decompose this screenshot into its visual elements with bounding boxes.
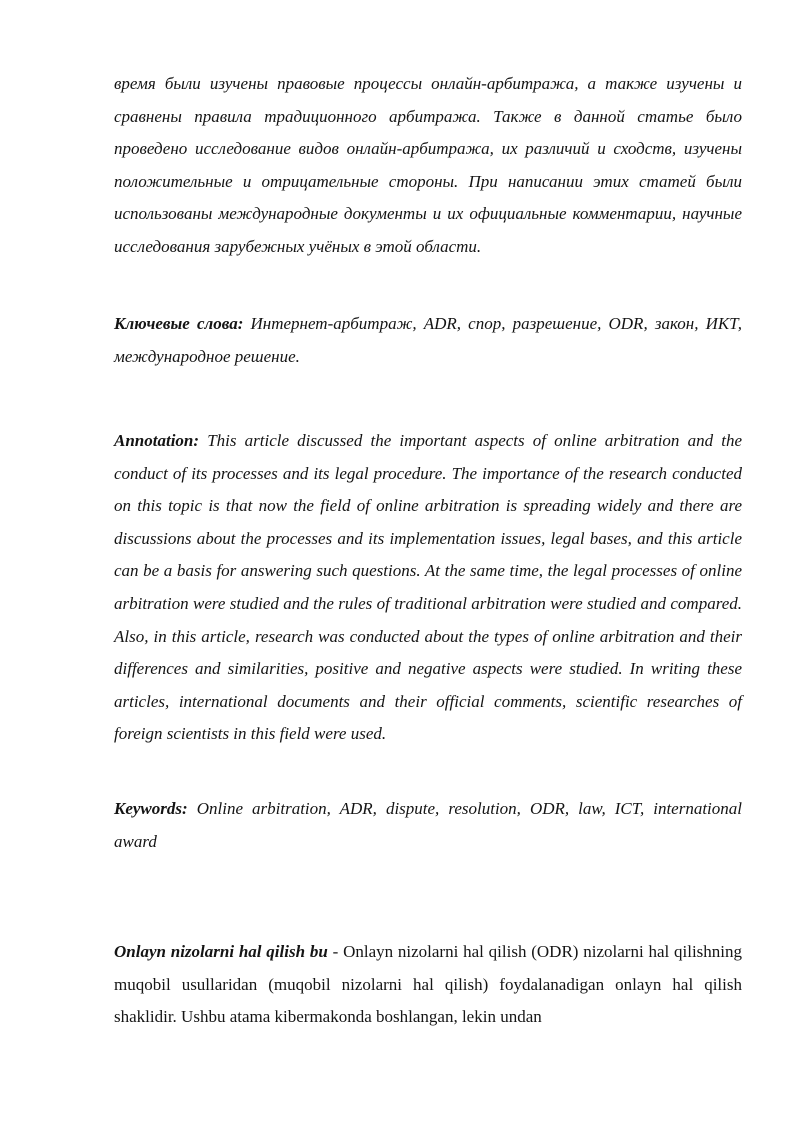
- uzbek-body-text: Onlayn nizolarni hal qilish (ODR) nizolarni hal qilishning muqobil usullaridan (muqobil nizolarni hal qilish) foydalanadigan onlayn hal qilish shaklidir. Ushbu atama kibermakonda boshlangan, lekin undan: [114, 942, 743, 1027]
- english-keywords-paragraph: [114, 793, 742, 858]
- english-keywords-text: Online arbitration, ADR, dispute, resolution, ODR, law, ICT, international award: [114, 799, 743, 851]
- uzbek-heading-separator: -: [332, 942, 339, 961]
- english-annotation-paragraph: [114, 425, 742, 751]
- russian-keywords-label: Ключевые слова:: [114, 314, 244, 333]
- russian-abstract-text: время были изучены правовые процессы онлайн-арбитража, а также изучены и сравнены правила традиционного арбитража. Также в данной статье было проведено исследование видов онлайн-арбитража, их различий и сходств, изучены положительные и отрицательные стороны. При написании этих статей были использованы международные документы и их официальные комментарии, научные исследования зарубежных учёных в этой области.: [114, 74, 742, 256]
- russian-keywords-paragraph: [114, 308, 742, 373]
- russian-keywords-text: Интернет-арбитраж, ADR, спор, разрешение, ODR, закон, ИКТ, международное решение.: [114, 314, 742, 366]
- english-annotation-label: Annotation:: [114, 431, 200, 450]
- russian-abstract-paragraph: [114, 68, 742, 264]
- uzbek-body-paragraph: [114, 936, 742, 1034]
- english-annotation-text: This article discussed the important aspects of online arbitration and the conduct of its processes and its legal procedure. The importance of the research conducted on this topic is that now the field of online arbitration is spreading widely and there are discussions about the processes and its implementation issues, legal bases, and this article can be a basis for answering such questions. At the same time, the legal processes of online arbitration were studied and the rules of traditional arbitration were studied and compared. Also, in this article, research was conducted about the types of online arbitration and their differences and similarities, positive and negative aspects were studied. In writing these articles, international documents and their official comments, scientific researches of foreign scientists in this field were used.: [114, 431, 742, 744]
- uzbek-section-heading: Onlayn nizolarni hal qilish bu: [114, 942, 328, 961]
- english-keywords-label: Keywords:: [114, 799, 188, 818]
